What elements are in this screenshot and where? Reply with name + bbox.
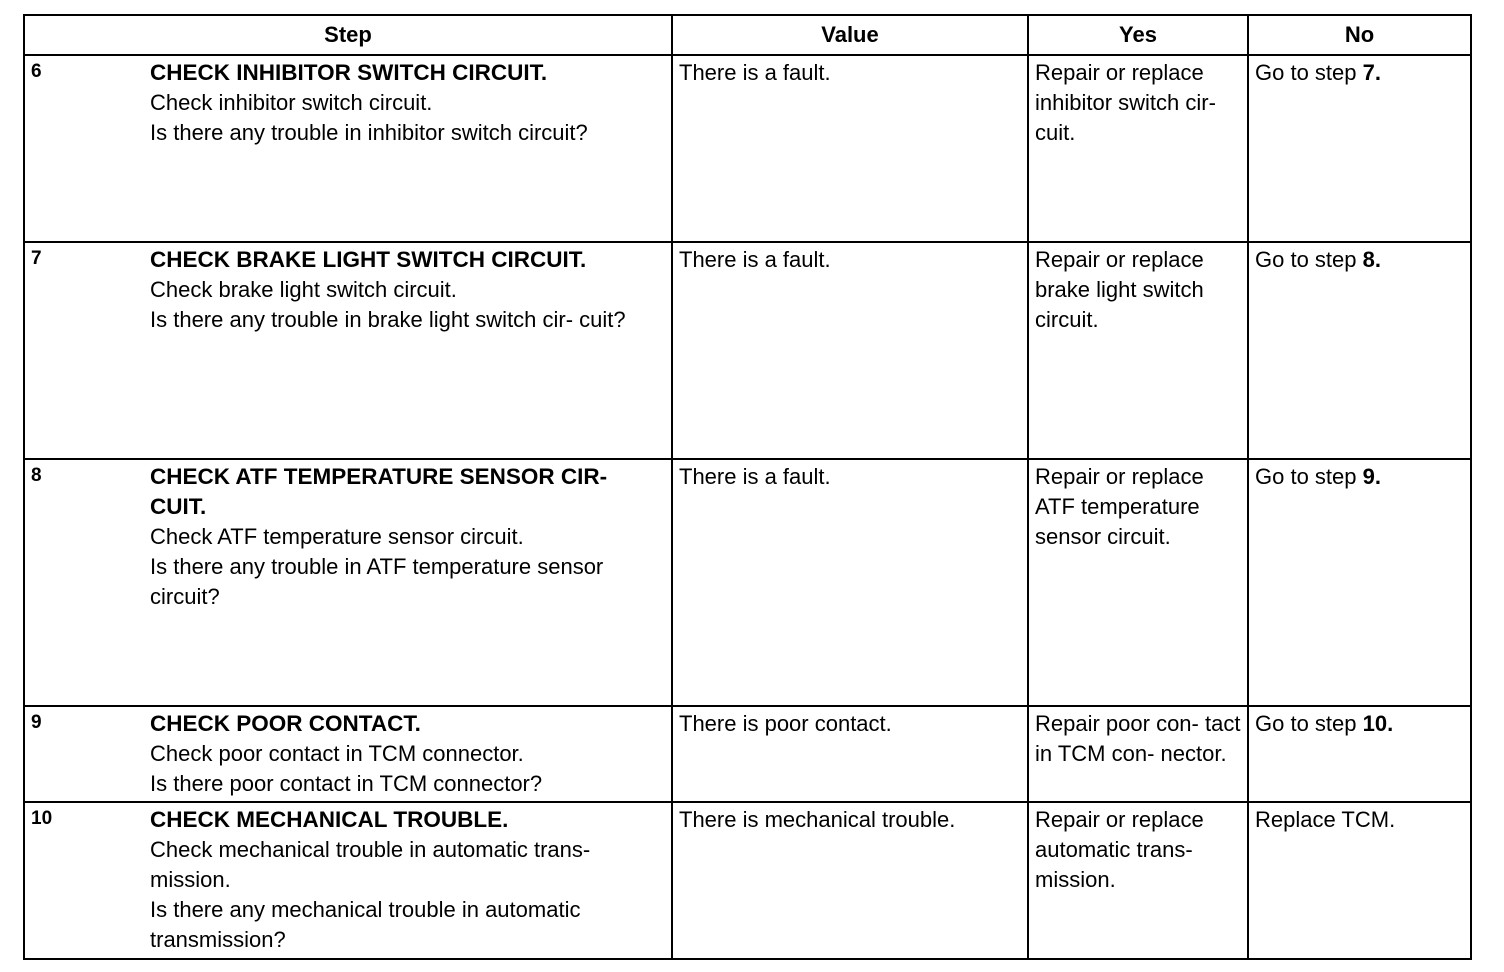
step-number: 8: [31, 465, 42, 486]
yes-text: Repair poor con- tact in TCM con- nector.: [1035, 711, 1241, 766]
no-prefix: Go to step: [1255, 464, 1363, 489]
step-line: Check inhibitor switch circuit.: [150, 90, 433, 115]
no-text: [1249, 707, 1470, 739]
header-yes: Yes: [1028, 15, 1248, 55]
step-title: CHECK POOR CONTACT.: [150, 711, 421, 736]
no-text: [1249, 243, 1470, 275]
step-number: 9: [31, 712, 42, 733]
table-header-row: [24, 15, 1471, 55]
value-text: There is a fault.: [679, 247, 831, 272]
yes-cell: [1028, 802, 1248, 959]
value-cell: [672, 242, 1028, 459]
value-cell: [672, 55, 1028, 242]
no-text: [1249, 56, 1470, 88]
yes-text: Repair or replace ATF temperature sensor circuit.: [1035, 464, 1204, 549]
no-cell: [1248, 459, 1471, 706]
yes-text: Repair or replace automatic trans- mission.: [1035, 807, 1204, 892]
step-line: Check mechanical trouble in automatic trans- mission.: [150, 837, 591, 892]
no-cell: [1248, 802, 1471, 959]
value-text: There is poor contact.: [679, 711, 892, 736]
no-prefix: Go to step: [1255, 711, 1363, 736]
step-title: CHECK ATF TEMPERATURE SENSOR CIR- CUIT.: [150, 464, 608, 519]
table-row: [24, 55, 1471, 242]
step-line: Is there any mechanical trouble in automatic transmission?: [150, 897, 581, 952]
no-prefix: Go to step: [1255, 247, 1363, 272]
diagnostic-table: [23, 14, 1472, 960]
step-number: 6: [31, 61, 42, 82]
step-line: Is there any trouble in inhibitor switch circuit?: [150, 120, 588, 145]
table-row: [24, 459, 1471, 706]
no-text: [1249, 803, 1470, 835]
no-action: Replace TCM.: [1255, 807, 1396, 832]
yes-text: Repair or replace brake light switch circuit.: [1035, 247, 1204, 332]
no-step-ref: 9.: [1362, 464, 1381, 489]
yes-cell: [1028, 242, 1248, 459]
value-cell: [672, 802, 1028, 959]
value-cell: [672, 706, 1028, 802]
no-cell: [1248, 706, 1471, 802]
step-line: Is there any trouble in ATF temperature sensor circuit?: [150, 554, 604, 609]
value-text: There is a fault.: [679, 464, 831, 489]
no-step-ref: 7.: [1362, 60, 1381, 85]
value-text: There is a fault.: [679, 60, 831, 85]
step-number: 7: [31, 248, 42, 269]
value-cell: [672, 459, 1028, 706]
step-cell: [24, 459, 672, 706]
yes-cell: [1028, 55, 1248, 242]
header-no: No: [1248, 15, 1471, 55]
step-cell: [24, 242, 672, 459]
no-text: [1249, 460, 1470, 492]
no-step-ref: 8.: [1362, 247, 1381, 272]
step-cell: [24, 55, 672, 242]
header-step: Step: [24, 15, 672, 55]
yes-text: Repair or replace inhibitor switch cir- cuit.: [1035, 60, 1216, 145]
table-row: [24, 802, 1471, 959]
step-line: Check ATF temperature sensor circuit.: [150, 524, 524, 549]
header-value: Value: [672, 15, 1028, 55]
yes-cell: [1028, 459, 1248, 706]
step-cell: [24, 706, 672, 802]
step-title: CHECK BRAKE LIGHT SWITCH CIRCUIT.: [150, 247, 587, 272]
step-title: CHECK MECHANICAL TROUBLE.: [150, 807, 509, 832]
step-line: Check brake light switch circuit.: [150, 277, 457, 302]
no-cell: [1248, 55, 1471, 242]
step-number: 10: [31, 808, 53, 829]
table-row: [24, 242, 1471, 459]
no-prefix: Go to step: [1255, 60, 1363, 85]
no-cell: [1248, 242, 1471, 459]
no-step-ref: 10.: [1362, 711, 1394, 736]
yes-cell: [1028, 706, 1248, 802]
step-line: Is there poor contact in TCM connector?: [150, 771, 543, 796]
step-cell: [24, 802, 672, 959]
step-title: CHECK INHIBITOR SWITCH CIRCUIT.: [150, 60, 548, 85]
table-row: [24, 706, 1471, 802]
step-line: Check poor contact in TCM connector.: [150, 741, 524, 766]
value-text: There is mechanical trouble.: [679, 807, 956, 832]
step-line: Is there any trouble in brake light switch cir- cuit?: [150, 307, 626, 332]
